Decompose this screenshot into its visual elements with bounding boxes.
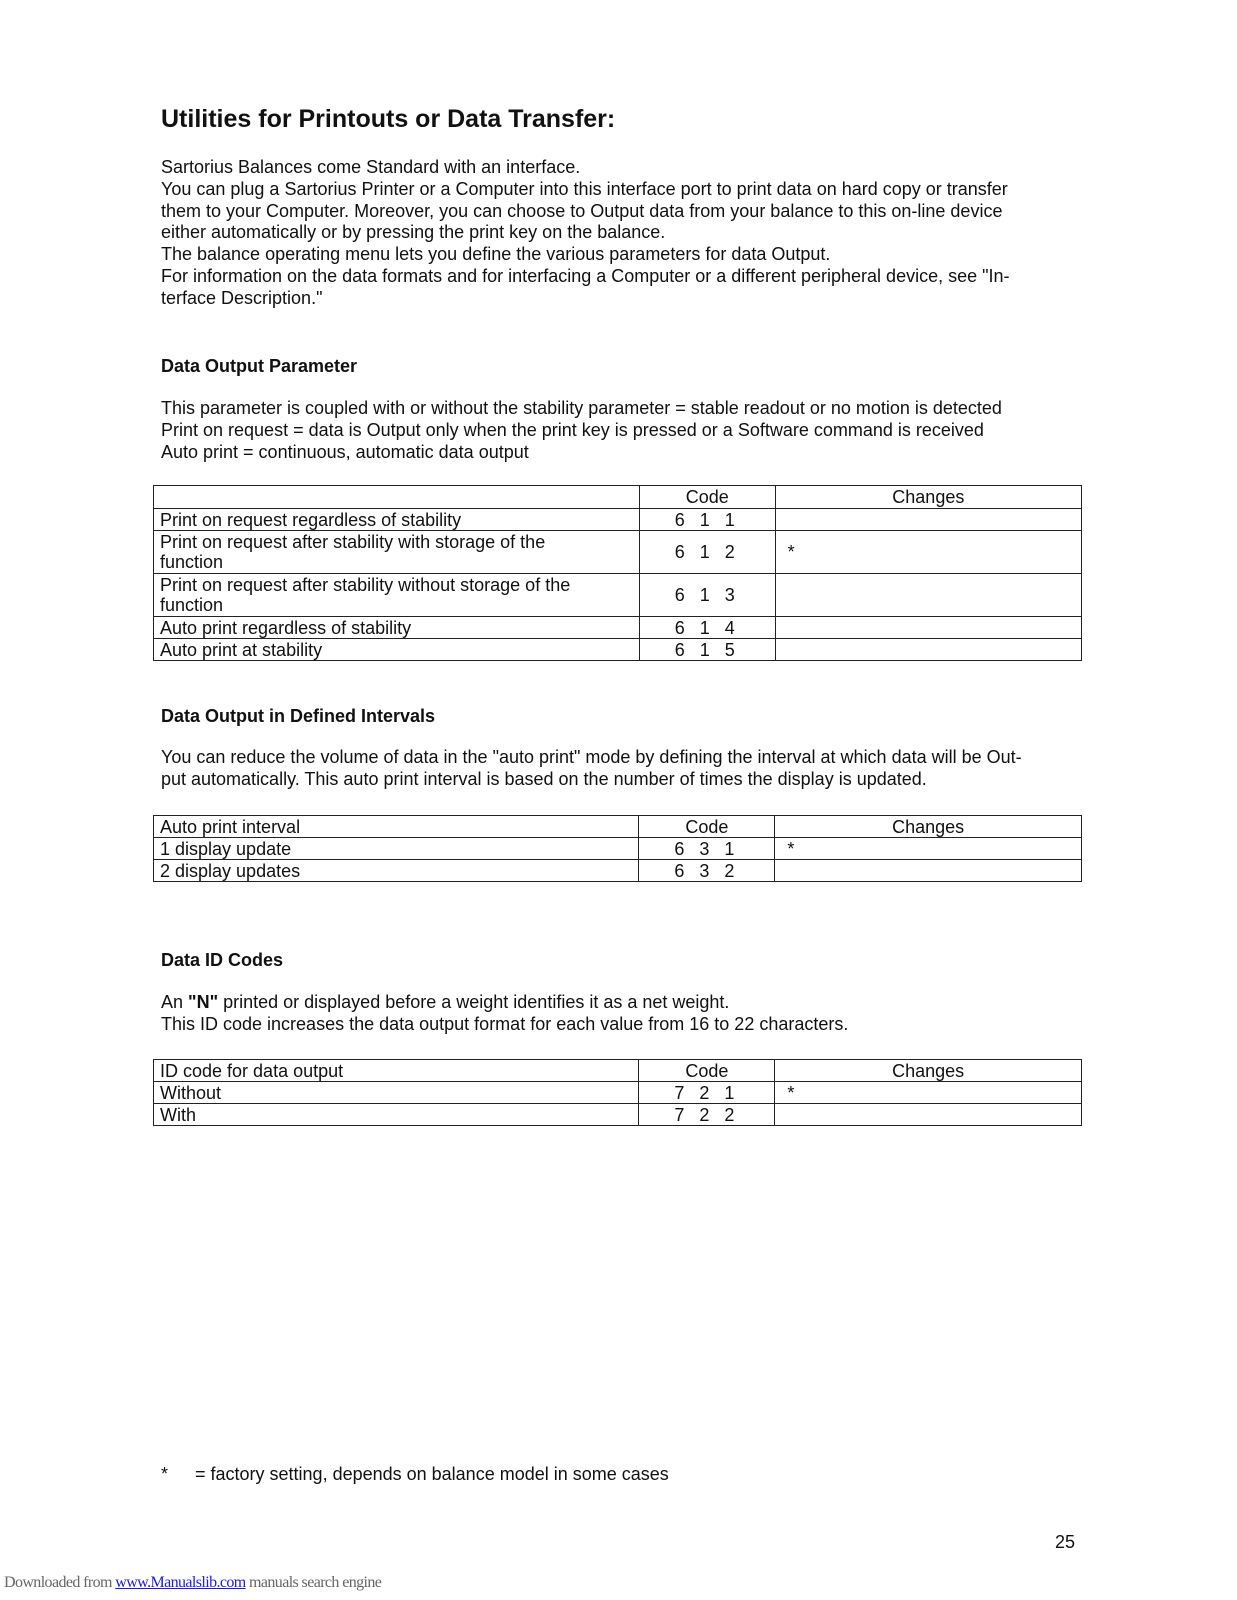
header-changes: Changes <box>775 1060 1082 1082</box>
section2-line: put automatically. This auto print interval is based on the number of times the display is updated. <box>161 768 927 789</box>
header-code: Code <box>639 1060 775 1082</box>
table-row <box>154 509 1082 531</box>
row-changes <box>775 509 1081 531</box>
row-label: 2 display updates <box>154 860 639 882</box>
table-row <box>154 639 1082 661</box>
table-row <box>154 617 1082 639</box>
section1-line: Print on request = data is Output only when the print key is pressed or a Software command is received <box>161 419 984 440</box>
page-number: 25 <box>1055 1532 1076 1552</box>
table-row <box>154 574 1082 617</box>
table-row <box>154 1082 1082 1104</box>
row-code: 6 3 1 <box>639 838 775 860</box>
header-cell <box>154 486 640 509</box>
row-code: 6 1 4 <box>639 617 775 639</box>
download-prefix: Downloaded from <box>4 1574 116 1591</box>
header-cell: Auto print interval <box>154 816 639 838</box>
footnote <box>161 1464 669 1485</box>
footnote-text: = factory setting, depends on balance model in some cases <box>195 1464 669 1484</box>
section3-line: An "N" printed or displayed before a weight identifies it as a net weight. <box>161 992 730 1012</box>
intro-line: Sartorius Balances come Standard with an interface. <box>161 157 581 177</box>
row-changes: * <box>775 838 1082 860</box>
row-changes <box>775 574 1081 617</box>
table-row <box>154 838 1082 860</box>
table-row <box>154 860 1082 882</box>
header-changes: Changes <box>775 816 1082 838</box>
row-code: 6 1 1 <box>639 509 775 531</box>
row-code: 7 2 1 <box>639 1082 775 1104</box>
row-label: 1 display update <box>154 838 639 860</box>
row-changes <box>775 617 1081 639</box>
header-code: Code <box>639 816 775 838</box>
table-header-row <box>154 486 1082 509</box>
row-changes <box>775 1104 1082 1126</box>
row-code: 6 1 5 <box>639 639 775 661</box>
section-heading-defined-intervals: Data Output in Defined Intervals <box>161 706 436 726</box>
intro-line: either automatically or by pressing the print key on the balance. <box>161 222 666 243</box>
row-label: Print on request regardless of stability <box>154 509 640 531</box>
row-label: Auto print regardless of stability <box>154 617 640 639</box>
section3-paragraph <box>161 992 1061 1036</box>
row-label: Print on request after stability with storage of the function <box>154 531 640 574</box>
header-changes: Changes <box>775 486 1081 509</box>
section1-paragraph <box>161 398 1061 463</box>
section1-line: This parameter is coupled with or without the stability parameter = stable readout or no motion is detected <box>161 398 1002 418</box>
id-code-table <box>153 1059 1082 1126</box>
row-label: Without <box>154 1082 639 1104</box>
page-title: Utilities for Printouts or Data Transfer: <box>161 105 616 133</box>
row-label: Print on request after stability without storage of the function <box>154 574 640 617</box>
table-header-row <box>154 1060 1082 1082</box>
intro-line: them to your Computer. Moreover, you can choose to Output data from your balance to this on-line device <box>161 200 1003 221</box>
download-footer <box>4 1574 381 1592</box>
row-code: 6 1 3 <box>639 574 775 617</box>
intro-line: The balance operating menu lets you define the various parameters for data Output. <box>161 244 831 265</box>
intro-paragraph <box>161 157 1061 310</box>
download-suffix: manuals search engine <box>245 1574 382 1591</box>
row-code: 6 3 2 <box>639 860 775 882</box>
table-row <box>154 1104 1082 1126</box>
row-changes <box>775 639 1081 661</box>
auto-print-interval-table <box>153 815 1082 882</box>
table-header-row <box>154 816 1082 838</box>
data-output-parameter-table <box>153 485 1082 661</box>
manualslib-link[interactable]: www.Manualslib.com <box>115 1574 246 1591</box>
intro-line: For information on the data formats and for interfacing a Computer or a different peripheral device, see "In- <box>161 265 1010 286</box>
row-label: With <box>154 1104 639 1126</box>
header-cell: ID code for data output <box>154 1060 639 1082</box>
row-changes: * <box>775 531 1081 574</box>
intro-line: You can plug a Sartorius Printer or a Computer into this interface port to print data on hard copy or transfer <box>161 178 1008 199</box>
row-label: Auto print at stability <box>154 639 640 661</box>
section3-line: This ID code increases the data output format for each value from 16 to 22 characters. <box>161 1013 849 1034</box>
section2-paragraph <box>161 747 1061 791</box>
row-code: 6 1 2 <box>639 531 775 574</box>
row-code: 7 2 2 <box>639 1104 775 1126</box>
intro-line: terface Description." <box>161 287 323 308</box>
section-heading-data-output-parameter: Data Output Parameter <box>161 356 358 376</box>
row-changes <box>775 860 1082 882</box>
footnote-asterisk: * <box>161 1464 169 1484</box>
header-code: Code <box>639 486 775 509</box>
section2-line: You can reduce the volume of data in the "auto print" mode by defining the interval at which data will be Out- <box>161 747 1022 767</box>
section1-line: Auto print = continuous, automatic data output <box>161 441 529 462</box>
table-row <box>154 531 1082 574</box>
row-changes: * <box>775 1082 1082 1104</box>
section-heading-data-id-codes: Data ID Codes <box>161 950 284 970</box>
